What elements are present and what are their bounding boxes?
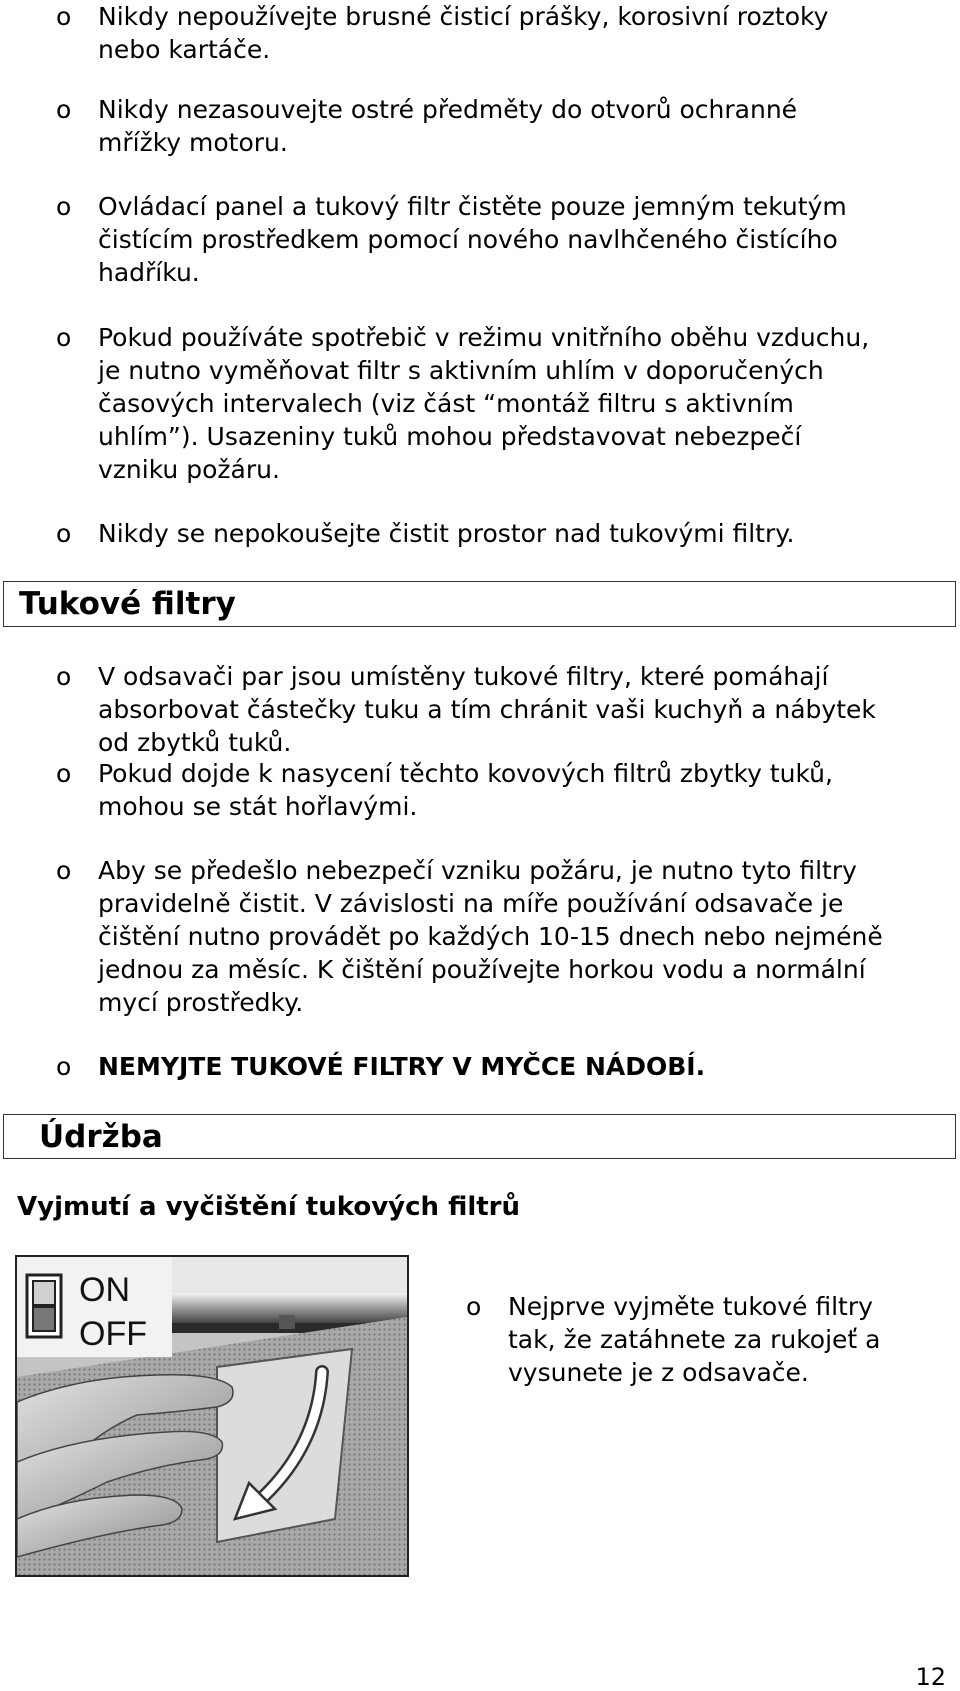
bullet-text [98, 854, 948, 1019]
bullet-text [98, 0, 948, 66]
text-line: vysunete je z odsavače. [508, 1358, 809, 1387]
text-line: Nejprve vyjměte tukové filtry [508, 1292, 873, 1321]
text-line: vzniku požáru. [98, 455, 280, 484]
bullet-text [508, 1290, 948, 1389]
bullet-mark: o [56, 519, 72, 548]
text-line: od zbytků tuků. [98, 728, 292, 757]
filter-removal-photo [15, 1255, 409, 1577]
bullet-text [98, 517, 948, 550]
bullet-text [98, 93, 948, 159]
text-line: jednou za měsíc. K čištění používejte horkou vodu a normální [98, 955, 866, 984]
bullet-mark: o [56, 323, 72, 352]
text-line: V odsavači par jsou umístěny tukové filtry, které pomáhají [98, 662, 829, 691]
bullet-text [98, 660, 948, 759]
text-line: absorbovat částečky tuku a tím chránit vaši kuchyň a nábytek [98, 695, 876, 724]
text-line: Aby se předešlo nebezpečí vzniku požáru, je nutno tyto filtry [98, 856, 857, 885]
filter-removal-illustration [17, 1257, 407, 1575]
text-line: pravidelně čistit. V závislosti na míře používání odsavače je [98, 889, 844, 918]
bullet-mark: o [56, 192, 72, 221]
bullet-mark: o [56, 759, 72, 788]
section-title: Údržba [39, 1119, 163, 1155]
bullet-mark: o [56, 1052, 72, 1081]
text-line: tak, že zatáhnete za rukojeť a [508, 1325, 881, 1354]
subsection-title: Vyjmutí a vyčištění tukových filtrů [17, 1192, 521, 1222]
text-line: Nikdy nezasouvejte ostré předměty do otvorů ochranné [98, 95, 798, 124]
text-line: Ovládací panel a tukový filtr čistěte pouze jemným tekutým [98, 192, 847, 221]
switch-on-label: ON [79, 1271, 130, 1309]
section-heading-box [3, 1114, 956, 1159]
bullet-text [98, 190, 948, 289]
bullet-text [98, 757, 948, 823]
bullet-mark: o [56, 856, 72, 885]
page-number: 12 [915, 1663, 946, 1691]
text-line: Nikdy se nepokoušejte čistit prostor nad tukovými filtry. [98, 519, 795, 548]
text-line: čištění nutno provádět po každých 10-15 dnech nebo nejméně [98, 922, 883, 951]
text-line: NEMYJTE TUKOVÉ FILTRY V MYČCE NÁDOBÍ. [98, 1052, 706, 1081]
text-line: mycí prostředky. [98, 988, 304, 1017]
text-line: Pokud dojde k nasycení těchto kovových filtrů zbytky tuků, [98, 759, 833, 788]
text-line: Pokud používáte spotřebič v režimu vnitřního oběhu vzduchu, [98, 323, 870, 352]
bullet-mark: o [466, 1292, 482, 1321]
text-line: hadříku. [98, 258, 200, 287]
bullet-mark: o [56, 662, 72, 691]
bullet-text-warning [98, 1050, 948, 1083]
section-heading-box [3, 581, 956, 627]
text-line: uhlím”). Usazeniny tuků mohou představovat nebezpečí [98, 422, 802, 451]
text-line: čistícím prostředkem pomocí nového navlhčeného čistícího [98, 225, 838, 254]
text-line: Nikdy nepoužívejte brusné čisticí prášky, korosivní roztoky [98, 2, 829, 31]
text-line: je nutno vyměňovat filtr s aktivním uhlím v doporučených [98, 356, 824, 385]
bullet-mark: o [56, 95, 72, 124]
text-line: časových intervalech (viz část “montáž filtru s aktivním [98, 389, 794, 418]
text-line: mřížky motoru. [98, 128, 288, 157]
section-title: Tukové filtry [19, 586, 236, 622]
switch-off-label: OFF [79, 1315, 147, 1353]
bullet-text [98, 321, 948, 486]
text-line: mohou se stát hořlavými. [98, 792, 418, 821]
text-line: nebo kartáče. [98, 35, 271, 64]
bullet-mark: o [56, 2, 72, 31]
